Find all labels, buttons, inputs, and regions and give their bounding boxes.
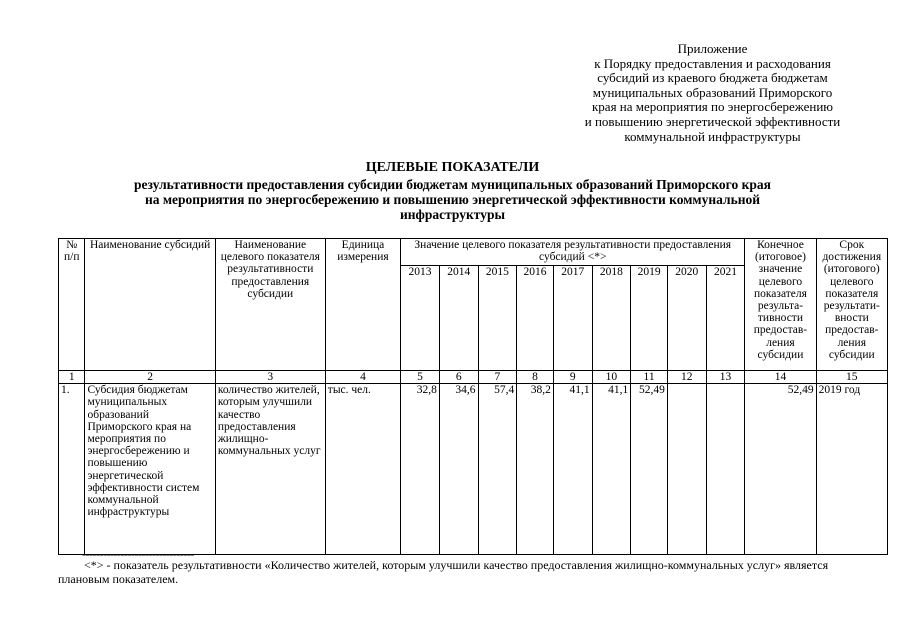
column-number: 4	[325, 371, 400, 384]
column-number: 15	[816, 371, 887, 384]
column-number: 7	[478, 371, 517, 384]
table-row	[59, 384, 888, 555]
header-values-group: Значение целевого показателя результативности предоставления субсидий <*>	[401, 239, 745, 266]
header-indicator-name: Наименование целевого показателя результативности предоставления субсидии	[215, 239, 325, 371]
row-value-2019: 52,49	[631, 384, 668, 555]
column-number: 9	[553, 371, 592, 384]
column-number: 2	[85, 371, 215, 384]
header-final-value: Конечное (итоговое) значение целевого показателя результа-тивности предостав-ления субсидии	[745, 239, 816, 371]
column-number: 11	[631, 371, 668, 384]
row-value-2018: 41,1	[592, 384, 631, 555]
header-deadline: Срок достижения (итогового) целевого показателя результати-вности предостав-ления субсидии	[816, 239, 887, 371]
row-value-2016: 38,2	[517, 384, 554, 555]
appendix-line: к Порядку предоставления и расходования	[594, 55, 831, 71]
row-value-2015: 57,4	[478, 384, 517, 555]
row-num: 1.	[59, 384, 85, 555]
column-number: 1	[59, 371, 85, 384]
document-title: ЦЕЛЕВЫЕ ПОКАЗАТЕЛИ	[365, 160, 540, 175]
column-number: 5	[401, 371, 440, 384]
row-value-2021	[706, 384, 745, 555]
header-row	[59, 239, 888, 266]
appendix-line: субсидий из краевого бюджета бюджетам	[597, 70, 828, 86]
footnote-text: <*> - показатель результативности «Количество жителей, которым улучшили качество предоставления жилищно-коммунальных услуг» является плановым показателем.	[58, 558, 829, 586]
footnote-separator: --------------------------------	[82, 547, 194, 561]
appendix-header	[540, 42, 885, 144]
header-year: 2016	[517, 266, 554, 371]
column-numbers-row	[59, 371, 888, 384]
header-subsidy-name: Наименование субсидий	[85, 239, 215, 371]
header-unit: Единица измерения	[325, 239, 400, 371]
row-deadline: 2019 год	[816, 384, 887, 555]
row-subsidy: Субсидия бюджетам муниципальных образований Приморского края на мероприятия по энергосбережению и повышению энергетической эффективности систем коммунальной инфраструктуры	[85, 384, 215, 555]
header-year: 2017	[553, 266, 592, 371]
column-number: 8	[517, 371, 554, 384]
subtitle-line: инфраструктуры	[399, 207, 506, 223]
header-num: № п/п	[59, 239, 85, 371]
document-subtitle	[60, 177, 845, 223]
header-year: 2013	[401, 266, 440, 371]
appendix-line: Приложение	[677, 41, 748, 56]
row-value-2014: 34,6	[439, 384, 478, 555]
appendix-line: коммунальной инфраструктуры	[624, 128, 801, 144]
column-number: 3	[215, 371, 325, 384]
header-year: 2014	[439, 266, 478, 371]
appendix-line: муниципальных образований Приморского	[592, 84, 833, 100]
header-year: 2018	[592, 266, 631, 371]
indicators-table	[58, 238, 888, 555]
subtitle-line: на мероприятия по энергосбережению и повышению энергетической эффективности коммунальной	[144, 192, 761, 208]
column-number: 6	[439, 371, 478, 384]
header-year: 2019	[631, 266, 668, 371]
appendix-line: края на мероприятия по энергосбережению	[591, 99, 833, 115]
appendix-line: и повышению энергетической эффективности	[584, 113, 841, 129]
row-final-value: 52,49	[745, 384, 816, 555]
header-year: 2021	[706, 266, 745, 371]
column-number: 10	[592, 371, 631, 384]
header-year: 2015	[478, 266, 517, 371]
row-unit: тыс. чел.	[325, 384, 400, 555]
row-value-2017: 41,1	[553, 384, 592, 555]
column-number: 13	[706, 371, 745, 384]
row-indicator: количество жителей, которым улучшили качество предоставления жилищно-коммунальных услуг	[215, 384, 325, 555]
column-number: 12	[667, 371, 706, 384]
row-value-2013: 32,8	[401, 384, 440, 555]
row-value-2020	[667, 384, 706, 555]
header-year: 2020	[667, 266, 706, 371]
column-number: 14	[745, 371, 816, 384]
subtitle-line: результативности предоставления субсидии бюджетам муниципальных образований Приморского края	[134, 177, 771, 192]
